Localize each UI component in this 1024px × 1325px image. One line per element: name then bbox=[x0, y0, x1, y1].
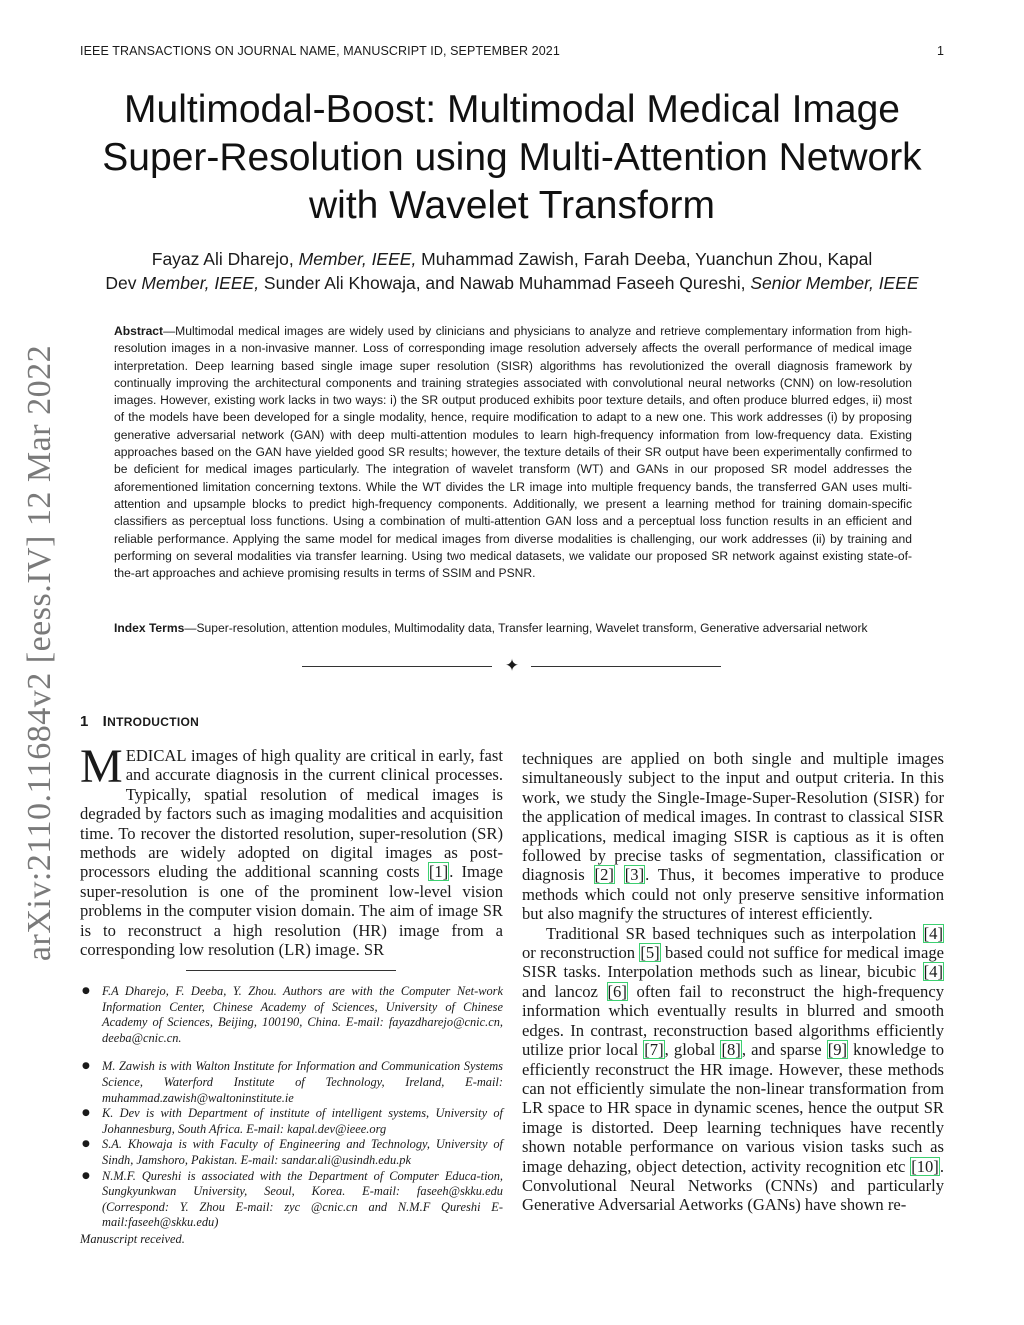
abstract bbox=[114, 323, 912, 582]
divider-diamond-icon: ✦ bbox=[504, 656, 520, 676]
footnote-item bbox=[80, 1106, 503, 1137]
footnote-text: N.M.F. Qureshi is associated with the Department of Computer Educa-tion, Sungkyunkwan University, Seoul, Korea. E-mail: faseeh@skku.edu (Correspond: Y. Zhou E-mail: zyc @cnic.cn and N.M.F Qureshi E-mail:faseeh@skku.edu) bbox=[102, 1168, 503, 1230]
body-text: or reconstruction bbox=[522, 943, 640, 963]
small-caps-text: EDICAL bbox=[125, 746, 187, 765]
bullet-icon: ● bbox=[82, 986, 90, 996]
drop-cap: M bbox=[80, 740, 123, 793]
author-line-2 bbox=[60, 271, 964, 295]
author-text: Muhammad Zawish, Farah Deeba, Yuanchun Zhou, Kapal bbox=[416, 249, 873, 269]
body-text: techniques are applied on both single and multiple images simultaneously subject to the input and output criteria. In this work, we study the Single-Image-Super-Resolution (SISR) for the application of medical images. In contrast to classical SISR applications, medical imaging SISR is captious as it is often followed by precise tasks of segmentation, classification or diagnosis bbox=[522, 749, 944, 885]
section-title-rest: NTRODUCTION bbox=[107, 715, 200, 729]
body-text: . Thus, it becomes imperative to produce methods which could not only preserve sensitive information but also magnify the structures of interest efficiently. bbox=[522, 865, 944, 924]
author-text: Fayaz Ali Dharejo, bbox=[151, 249, 299, 269]
body-text: and lancoz bbox=[522, 981, 607, 1001]
body-text: . Convolutional Neural Networks (CNNs) and particularly Generative Adversarial Aetworks (GANs) have shown re- bbox=[522, 1156, 944, 1215]
footnote-text: F.A Dharejo, F. Deeba, Y. Zhou. Authors are with the Computer Net-work Information Center, Chinese Academy of Sciences, University of Chinese Academy of Sciences, Beijing, 100190, China. E-mail: fayazdharejo@cnic.cn, deeba@cnic.cn. bbox=[102, 984, 503, 1045]
bullet-icon: ● bbox=[82, 1139, 90, 1150]
citation-link[interactable]: [3] bbox=[624, 865, 645, 885]
body-text: , and sparse bbox=[741, 1040, 827, 1060]
citation-link[interactable]: [5] bbox=[640, 943, 660, 963]
section-title-initial: I bbox=[102, 713, 108, 730]
intro-paragraph bbox=[80, 740, 503, 960]
abstract-text: —Multimodal medical images are widely used by clinicians and physicians to analyze and retrieve complementary information from high-resolution images in a non-invasive manner. Loss of corresponding image resolution adversely affects the overall performance of medical image interpretation. Deep learning based single image super resolution (SISR) algorithms has revolutionized the overall diagnosis framework by continually improving the architectural components and training strategies associated with convolutional neural networks (CNN) on low-resolution images. However, existing work lacks in two ways: i) the SR output produced exhibits poor texture details, and often produce blurred edges, ii) most of the models have been developed for a single modality, hence, require modification to adapt to a new one. This work addresses (i) by proposing generative adversarial network (GAN) with deep multi-attention modules to learn high-frequency information from low-frequency data. Existing approaches based on the GAN have yielded good SR results; however, the texture details of their SR output have been experimentally confirmed to be deficient for medical images particularly. The integration of wavelet transform (WT) and GANs in our proposed SR model addresses the aforementioned limitation concerning textons. While the WT divides the LR image into multiple frequency bands, the transferred GAN uses multi-attention and upsample blocks to predict high-frequency components. Additionally, we present a learning method for training domain-specific classifiers as perceptual loss functions. Using a combination of multi-attention GAN loss and a perceptual loss function results in an efficient and reliable performance. Applying the same model for medical images from diverse modalities is challenging, our work addresses (ii) by training and performing on several modalities via transfer learning. Using two medical datasets, we validate our proposed SR network against existing state-of-the-art approaches and achieve promising results in terms of SSIM and PSNR. bbox=[114, 324, 912, 581]
author-line-1 bbox=[60, 247, 964, 271]
body-text: Traditional SR based techniques such as interpolation bbox=[546, 923, 923, 943]
footnote-item bbox=[80, 1059, 503, 1106]
running-header: IEEE TRANSACTIONS ON JOURNAL NAME, MANUSCRIPT ID, SEPTEMBER 2021 bbox=[80, 44, 560, 58]
affiliation-footnotes bbox=[80, 984, 503, 1231]
body-text: knowledge to efficiently reconstruct the HR image. However, these methods can not efficiently simulate the non-linear transformation from LR space to HR space in dynamic scenes, hence the output SR image is distorted. Deep learning techniques have recently shown notable performance on various vision tasks such as image dehazing, object detection, activity recognition etc bbox=[522, 1040, 944, 1176]
footnote-item bbox=[80, 1137, 503, 1168]
citation-link[interactable]: [8] bbox=[721, 1040, 741, 1060]
citation-link[interactable]: [4] bbox=[923, 923, 943, 943]
manuscript-received: Manuscript received. bbox=[80, 1232, 185, 1246]
footnote-text: K. Dev is with Department of institute of intelligent systems, University of Johannesburg, South Africa. E-mail: kapal.dev@ieee.org bbox=[102, 1106, 503, 1136]
author-membership: Member, IEEE, bbox=[141, 273, 260, 293]
index-terms bbox=[114, 620, 912, 637]
citation-link[interactable]: [9] bbox=[827, 1040, 848, 1060]
footnote-text: S.A. Khowaja is with Faculty of Engineering and Technology, University of Sindh, Jamshoro, Pakistan. E-mail: sandar.ali@usindh.edu.pk bbox=[102, 1137, 503, 1167]
page-number: 1 bbox=[937, 44, 944, 58]
author-membership: Member, IEEE, bbox=[298, 249, 417, 269]
arxiv-stamp-text: arXiv:2110.11684v2 [eess.IV] 12 Mar 2022 bbox=[21, 344, 58, 962]
abstract-label: Abstract bbox=[114, 324, 164, 338]
body-text: . Image super-resolution is one of the prominent low-level vision problems in the computer vision domain. The aim of image SR is to reconstruct a high resolution (HR) image from a corresponding low resolution (LR) image. SR bbox=[80, 862, 503, 960]
body-text: , global bbox=[664, 1040, 721, 1060]
body-paragraph bbox=[522, 924, 944, 1215]
body-text: often fail to reconstruct the high-frequency information which eventually results in blurred and smooth edges. In contrast, reconstruction based algorithms efficiently utilize prior local bbox=[522, 981, 945, 1060]
citation-link[interactable]: [4] bbox=[923, 962, 943, 982]
bullet-icon: ● bbox=[82, 1061, 90, 1072]
index-terms-label: Index Terms bbox=[114, 621, 185, 635]
footnote-item bbox=[80, 984, 503, 1046]
footnote-item bbox=[80, 1169, 503, 1231]
title-line-2: Super-Resolution using Multi-Attention Network bbox=[102, 136, 922, 179]
title-line-1: Multimodal-Boost: Multimodal Medical Image bbox=[124, 88, 900, 131]
paper-title bbox=[60, 86, 964, 230]
footnote-rule bbox=[186, 970, 396, 971]
footnote-text: M. Zawish is with Walton Institute for Information and Communication Systems Science, Waterford Institute of Technology, Ireland, E-mail: muhammad.zawish@waltoninstitute.ie bbox=[102, 1059, 503, 1105]
section-heading bbox=[80, 713, 199, 730]
author-text: Sunder Ali Khowaja, and Nawab Muhammad Faseeh Qureshi, bbox=[259, 273, 751, 293]
right-column-body bbox=[522, 749, 944, 1215]
body-text: based could not suffice for medical image SISR tasks. Interpolation methods such as linear, bicubic bbox=[522, 943, 944, 982]
left-column-body bbox=[80, 740, 503, 960]
citation-link[interactable]: [6] bbox=[607, 981, 627, 1001]
body-text bbox=[615, 865, 624, 884]
arxiv-stamp bbox=[14, 344, 66, 962]
section-number: 1 bbox=[80, 713, 89, 730]
divider-line-left bbox=[302, 666, 492, 667]
bullet-icon: ● bbox=[82, 1108, 90, 1119]
body-paragraph bbox=[522, 749, 944, 924]
author-text: Dev bbox=[105, 273, 142, 293]
index-terms-text: —Super-resolution, attention modules, Multimodality data, Transfer learning, Wavelet transform, Generative adversarial network bbox=[184, 621, 868, 635]
divider-line-right bbox=[531, 666, 721, 667]
body-text: images of high quality are critical in early, fast and accurate diagnosis in the current clinical processes. Typically, spatial resolution of medical images is degraded by factors such as imaging modalities and acquisition time. To recover the distorted resolution, super-resolution (SR) methods are widely adopted on digital images as post-processors eluding the additional scanning costs bbox=[80, 746, 503, 882]
author-membership: Senior Member, IEEE bbox=[750, 273, 919, 293]
author-list bbox=[60, 247, 964, 295]
citation-link[interactable]: [10] bbox=[911, 1156, 939, 1176]
bullet-icon: ● bbox=[82, 1170, 90, 1181]
title-line-3: with Wavelet Transform bbox=[309, 184, 715, 227]
citation-link[interactable]: [2] bbox=[594, 865, 614, 885]
citation-link[interactable]: [7] bbox=[644, 1040, 664, 1060]
citation-link[interactable]: [1] bbox=[428, 862, 449, 882]
